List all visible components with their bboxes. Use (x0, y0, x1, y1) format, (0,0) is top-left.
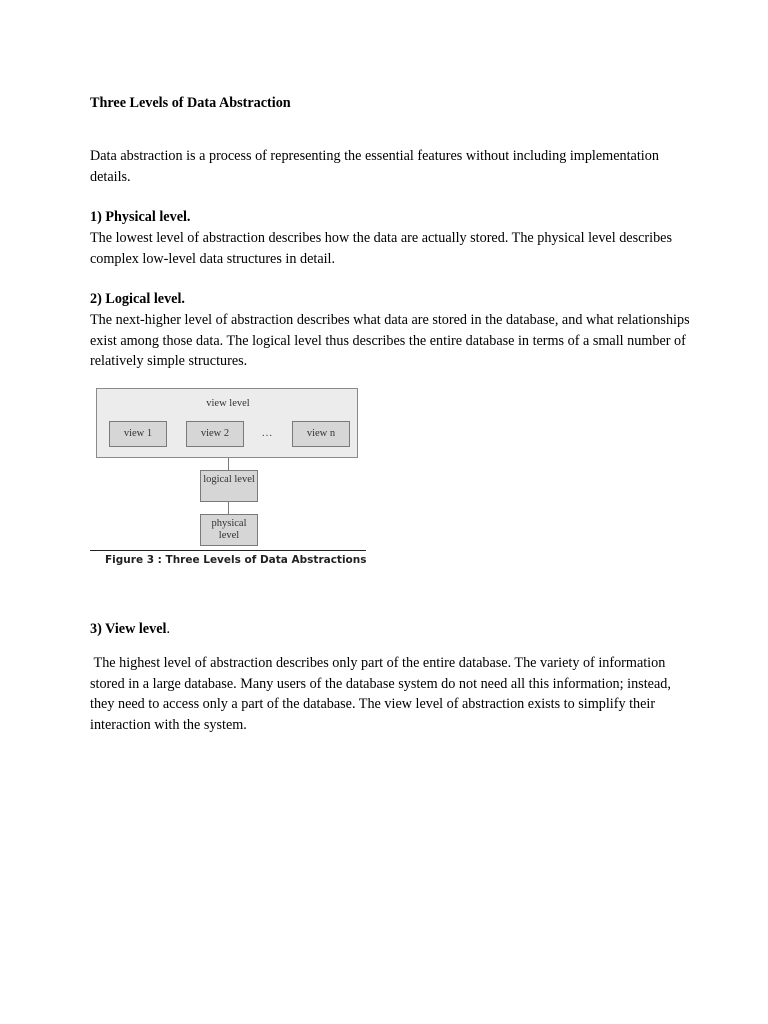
view-level-heading (90, 619, 690, 640)
intro-paragraph: Data abstraction is a process of representing the essential features without including implementation details. (90, 148, 659, 185)
view-level-box (96, 388, 358, 458)
physical-level-heading: 1) Physical level. (90, 209, 191, 225)
view-level-heading-text: 3) View level (90, 621, 167, 637)
physical-level-box: physical level (200, 514, 258, 546)
document-title: Three Levels of Data Abstraction (90, 95, 291, 111)
figure-caption-rule (90, 550, 366, 551)
view-level-paragraph: The highest level of abstraction describes only part of the entire database. The variety of information stored in a large database. Many users of the database system do not need all this information; instead, they need to access only a part of the database. The view level of abstraction exists to simplify their interaction with the system. (90, 655, 675, 733)
view-level-label: view level (206, 398, 250, 409)
logical-level-paragraph: The next-higher level of abstraction describes what data are stored in the database, and what relationships exist among those data. The logical level thus describes the entire database in terms of a small number of relatively simple structures. (90, 312, 690, 369)
view-n-box: view n (292, 421, 350, 447)
figure-caption: Figure 3 : Three Levels of Data Abstractions (105, 554, 367, 566)
physical-level-paragraph: The lowest level of abstraction describes how the data are actually stored. The physical level describes complex low-level data structures in detail. (90, 230, 672, 267)
view-level-heading-punct: . (166, 621, 170, 637)
logical-level-box: logical level (200, 470, 258, 502)
view-2-box: view 2 (186, 421, 244, 447)
logical-level-heading: 2) Logical level. (90, 291, 185, 307)
ellipsis: … (261, 427, 273, 439)
view-1-box: view 1 (109, 421, 167, 447)
connector-line (228, 502, 229, 514)
abstraction-levels-figure (90, 383, 370, 573)
